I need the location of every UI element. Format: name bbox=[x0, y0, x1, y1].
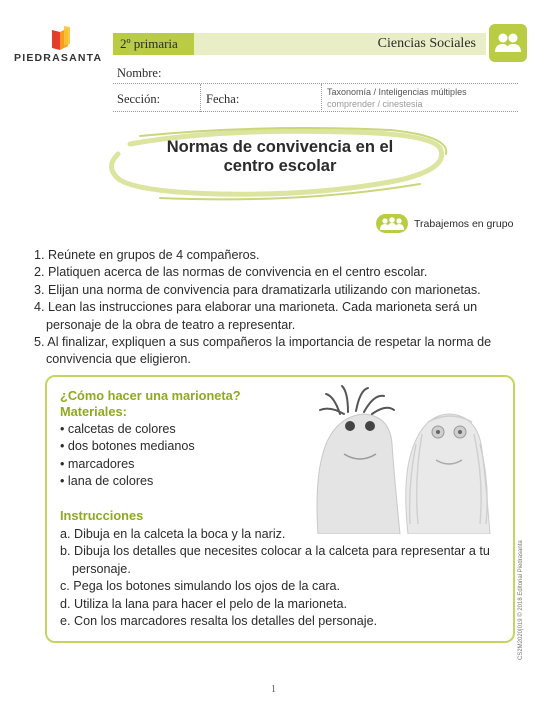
list-item: c. Pega los botones simulando los ojos de la cara. bbox=[60, 579, 341, 594]
section-divider bbox=[200, 84, 201, 112]
list-item: 2. Platiquen acerca de las normas de convivencia en el centro escolar. bbox=[34, 265, 428, 280]
materials-list bbox=[60, 421, 195, 491]
materials-heading: Materiales: bbox=[60, 404, 127, 419]
list-item: e. Con los marcadores resalta los detalles del personaje. bbox=[60, 614, 378, 629]
list-item: b. Dibuja los detalles que necesites colocar a la calceta para representar a tu personaje. bbox=[60, 544, 490, 576]
group-work-badge bbox=[376, 214, 408, 233]
section-line bbox=[113, 111, 518, 112]
book-logo-icon bbox=[46, 26, 76, 50]
publisher-logo bbox=[14, 26, 110, 72]
steps-list bbox=[34, 247, 524, 369]
name-label: Nombre: bbox=[117, 66, 162, 80]
list-item: • calcetas de colores bbox=[60, 422, 176, 436]
date-divider bbox=[321, 84, 322, 112]
section-label: Sección: bbox=[117, 92, 161, 106]
group-people-icon bbox=[376, 214, 408, 233]
date-label: Fecha: bbox=[206, 92, 240, 106]
list-item: • dos botones medianos bbox=[60, 439, 195, 454]
list-item: • marcadores bbox=[60, 456, 135, 471]
list-item: 5. Al finalizar, expliquen a sus compañeros la importancia de respetar la norma de convivencia que eligieron. bbox=[34, 335, 492, 367]
list-item: 3. Elijan una norma de convivencia para dramatizarla utilizando con marionetas. bbox=[34, 282, 481, 297]
page-title-line1: Normas de convivencia en el bbox=[166, 138, 394, 156]
page-title bbox=[150, 138, 410, 176]
name-line bbox=[113, 83, 518, 84]
list-item: 1. Reúnete en grupos de 4 compañeros. bbox=[34, 248, 260, 262]
instructions-list bbox=[60, 526, 500, 630]
page-title-line2: centro escolar bbox=[223, 157, 337, 175]
box-question: ¿Cómo hacer una marioneta? bbox=[60, 388, 241, 403]
list-item: 4. Lean las instrucciones para elaborar una marioneta. Cada marioneta será un personaje de la obra de teatro a representar. bbox=[34, 300, 478, 332]
taxonomy-value: comprender / cinestesia bbox=[327, 99, 423, 109]
list-item: a. Dibuja en la calceta la boca y la nariz. bbox=[60, 527, 286, 541]
taxonomy-label: Taxonomía / Inteligencias múltiples bbox=[327, 87, 467, 97]
sock-puppet-photo bbox=[304, 384, 500, 534]
group-people-icon bbox=[489, 24, 527, 62]
page-number: 1 bbox=[271, 684, 276, 695]
list-item: • lana de colores bbox=[60, 474, 154, 489]
group-work-label: Trabajemos en grupo bbox=[414, 218, 514, 230]
header-icon-box bbox=[489, 24, 527, 62]
logo-text: PIEDRASANTA bbox=[14, 52, 103, 64]
subject-label: Ciencias Sociales bbox=[377, 36, 476, 51]
list-item: d. Utiliza la lana para hacer el pelo de la marioneta. bbox=[60, 596, 348, 611]
copyright-note: CS2M2020|019 © 2018 Editorial Piedrasanta bbox=[518, 540, 524, 660]
instructions-heading: Instrucciones bbox=[60, 508, 144, 523]
grade-label: 2º primaria bbox=[120, 36, 178, 51]
